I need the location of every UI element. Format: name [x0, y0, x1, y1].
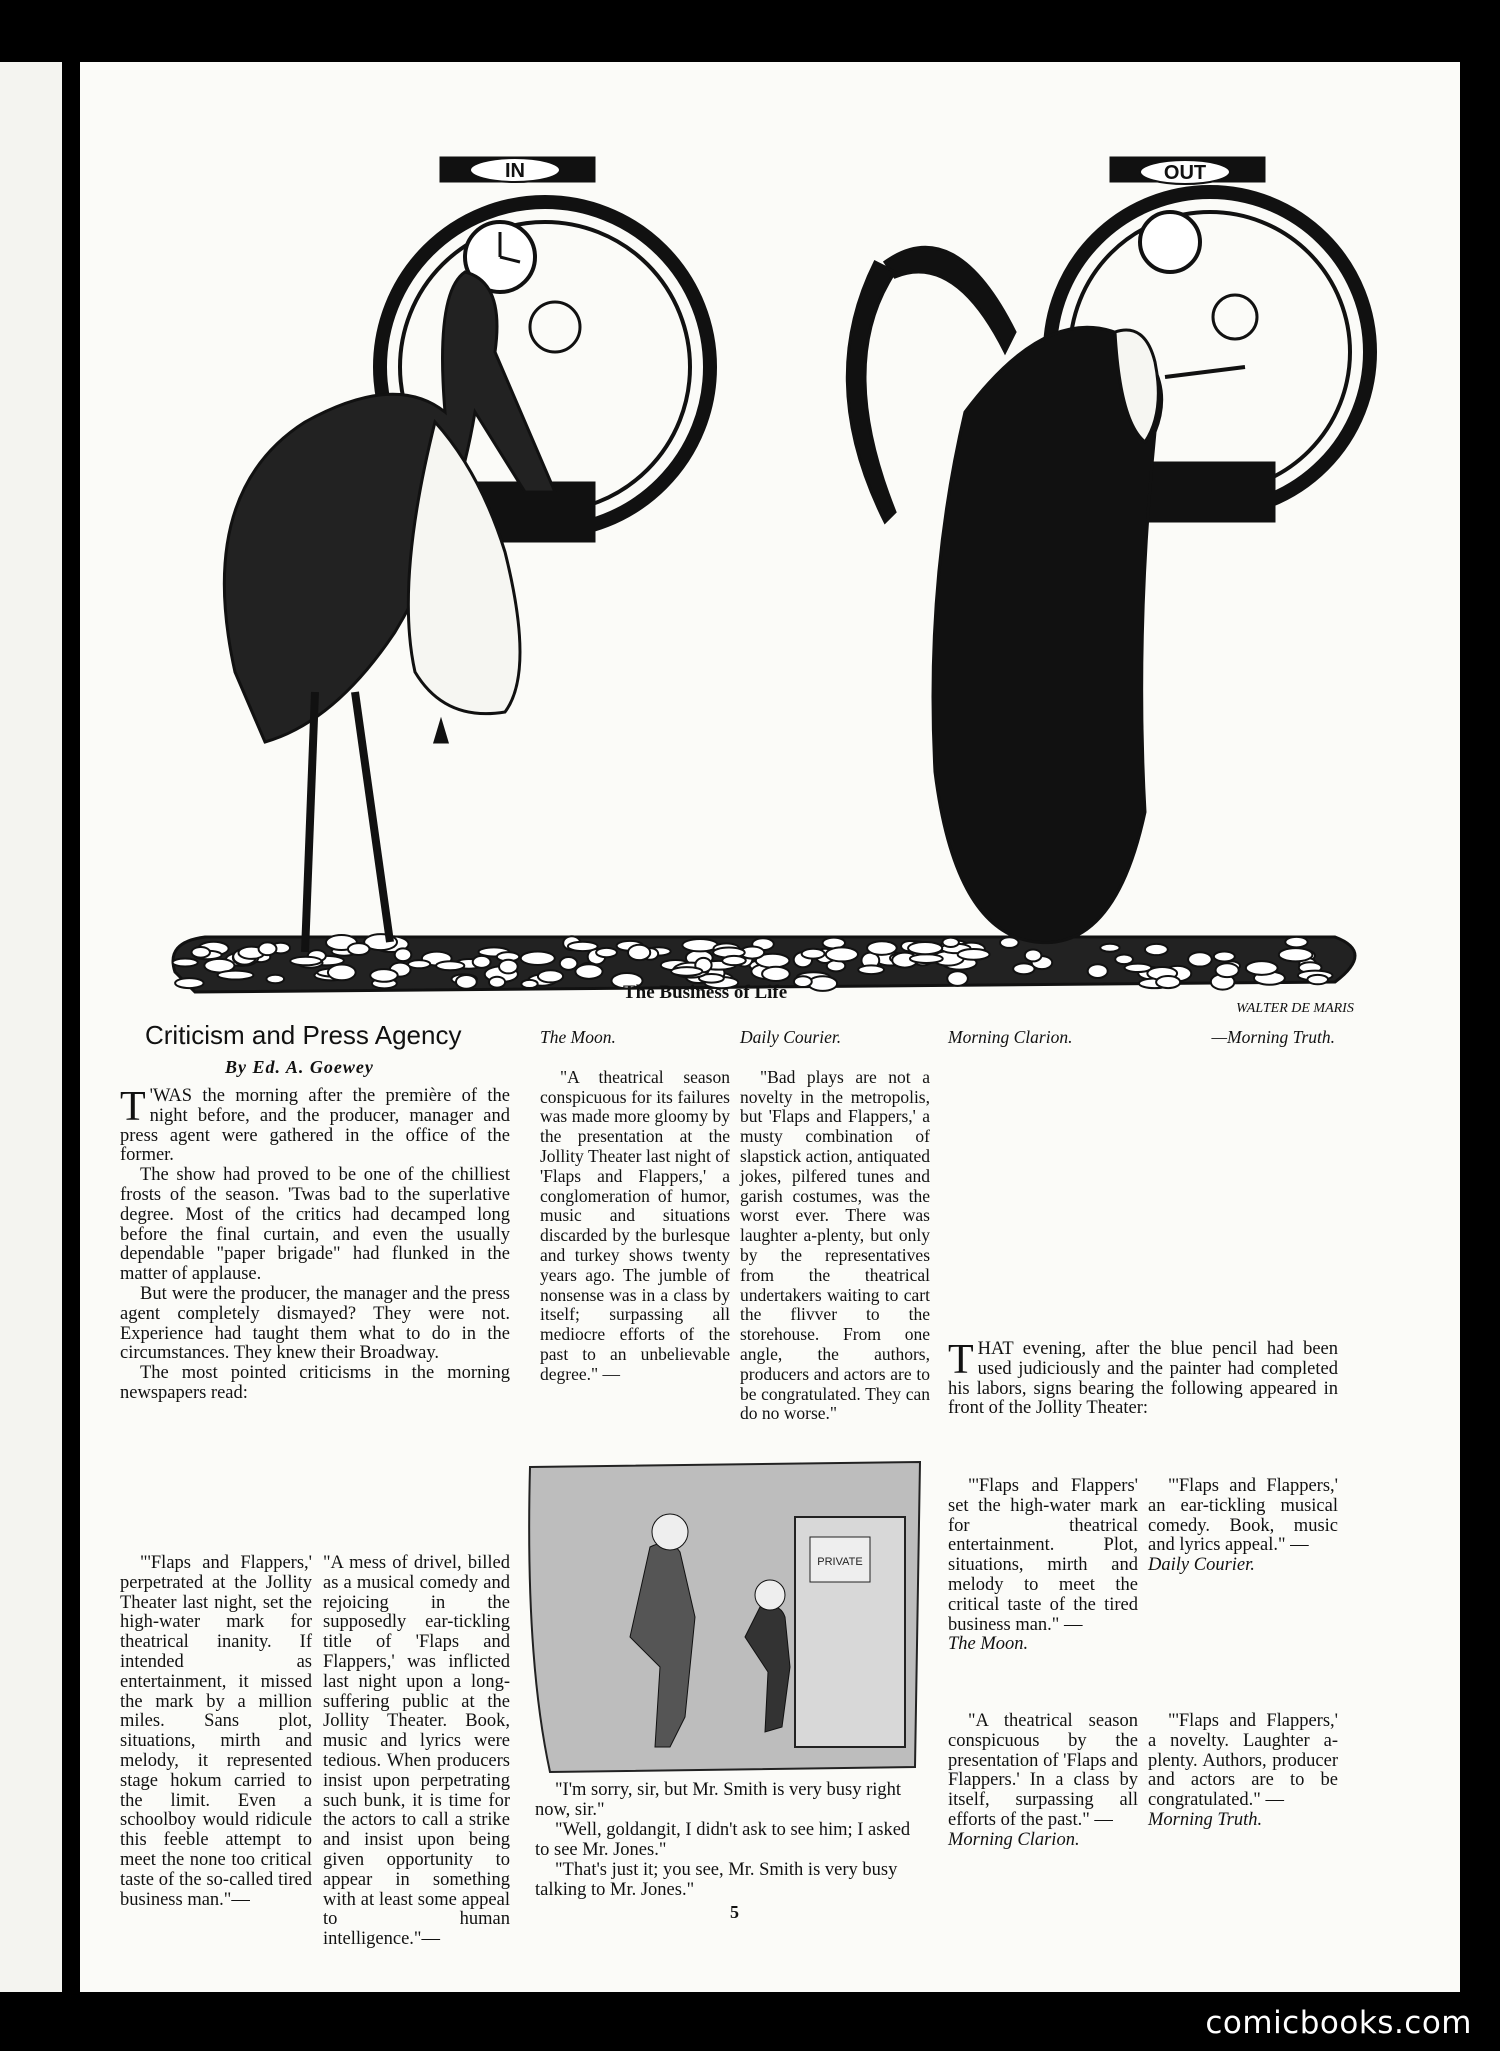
facing-page-edge [0, 62, 62, 1992]
quote-source: The Moon. [540, 1027, 616, 1047]
sign-clarion: "A theatrical season conspicuous by the presentation of 'Flaps and Flappers.' In a class by itself, surpassing all efforts of the past." — Morning Clarion. [948, 1711, 1138, 1850]
magazine-page [80, 62, 1460, 1992]
quote-courier: "A mess of drivel, billed as a musical comedy and rejoicing in the supposedly ear-tickling title of 'Flaps and Flappers,' was inflicted last night upon a long-suffering public at the Jollity Theater. Book, music and lyrics were tedious. When producers insist upon perpetrating such bunk, it is time for the actors to call a strike and insist upon being given opportunity to appear in something with at least some appeal to human intelligence."— [323, 1553, 510, 1950]
column-3-continuation [740, 1028, 930, 1424]
cartoon-caption: "I'm sorry, sir, but Mr. Smith is very busy right now, sir." "Well, goldangit, I didn't ask to see him; I asked to see Mr. Jones." "That's just it; you see, Mr. Smith is very busy talking to Mr. Jones." [535, 1780, 911, 1900]
in-sign: IN [505, 160, 525, 182]
dropcap: T [948, 1337, 974, 1383]
private-sign: PRIVATE [817, 1556, 863, 1568]
paragraph: The most pointed criticisms in the morning newspapers read: [120, 1363, 510, 1403]
father-time-figure [847, 247, 1245, 942]
business-of-life-illustration [135, 112, 1385, 1032]
out-sign: OUT [1163, 162, 1207, 184]
article-byline: By Ed. A. Goewey [225, 1057, 374, 1077]
artist-signature: WALTER DE MARIS [1236, 1001, 1354, 1016]
quote-truth: "Bad plays are not a novelty in the metropolis, but 'Flaps and Flappers,' a musty combination of slapstick action, antiquated jokes, pilfered tunes and garish costumes, was the worst ever. There was laughter a-plenty, but only by the representatives from the theatrical undertakers waiting to cart the flivver to the storehouse. From one angle, the authors, producers and actors are to be congratulated. They can do no worse." [740, 1066, 931, 1424]
page-number: 5 [730, 1902, 739, 1922]
quote-source: Daily Courier. [740, 1027, 842, 1047]
quote-source: —Morning Truth. [1211, 1027, 1335, 1047]
column-1 [120, 1084, 510, 1404]
office-cartoon [520, 1457, 940, 1777]
illustration-caption: The Business of Life [623, 982, 788, 1003]
sign-courier: "'Flaps and Flappers,' an ear-tickling musical comedy. Book, music and lyrics appeal." — Daily Courier. [1148, 1476, 1338, 1576]
column-2-continuation [540, 1028, 730, 1385]
paragraph: But were the producer, the manager and the press agent completely dismayed? They were not. Experience had taught them what to do in the circumstances. They knew their Broadway. [120, 1283, 510, 1364]
signs-intro: THAT evening, after the blue pencil had been used judiciously and the painter had completed his labors, signs bearing the following appeared in front of the Jollity Theater: [948, 1337, 1338, 1419]
sign-moon: "'Flaps and Flappers' set the high-water mark for theatrical entertainment. Plot, situations, mirth and melody to meet the critical taste of the tired business man." — The Moon. [948, 1476, 1138, 1655]
opening-paragraph: T 'WAS the morning after the première of the night before, and the producer, manager and press agent were gathered in the office of the former. [120, 1084, 510, 1166]
quote-moon: "'Flaps and Flappers,' perpetrated at the Jollity Theater last night, set the high-water mark for theatrical inanity. If intended as entertainment, it missed the mark by a million miles. Sans plot, situations, mirth and melody, it represented stage hokum carried to the limit. Even a schoolboy would ridicule this feeble attempt to meet the none too critical taste of the so-called tired business man."— [120, 1553, 312, 1910]
quote-source: Morning Clarion. [948, 1027, 1073, 1047]
column-4-top [948, 1028, 1138, 1048]
sign-truth: "'Flaps and Flappers,' a novelty. Laughter a-plenty. Authors, producer and actors are to be congratulated." — Morning Truth. [1148, 1711, 1338, 1830]
quote-clarion: "A theatrical season conspicuous for its failures was made more gloomy by the presentation at the Jollity Theater last night of 'Flaps and Flappers,' a conglomeration of humor, music and situations discarded by the burlesque and turkey shows twenty years ago. The jumble of nonsense was in a class by itself; surpassing all mediocre efforts of the past to an unbelievable degree." — [540, 1066, 730, 1384]
column-5-top [1145, 1028, 1335, 1048]
stork-figure [224, 272, 555, 952]
article-title: Criticism and Press Agency [145, 1020, 462, 1050]
paragraph: The show had proved to be one of the chilliest frosts of the season. 'Twas bad to the superlative degree. Most of the critics had decamped long before the final curtain, and even the usually dependable "paper brigade" had flunked in the matter of applause. [120, 1165, 510, 1285]
site-watermark: comicbooks.com [1205, 2005, 1472, 2041]
dropcap: T [120, 1084, 146, 1130]
